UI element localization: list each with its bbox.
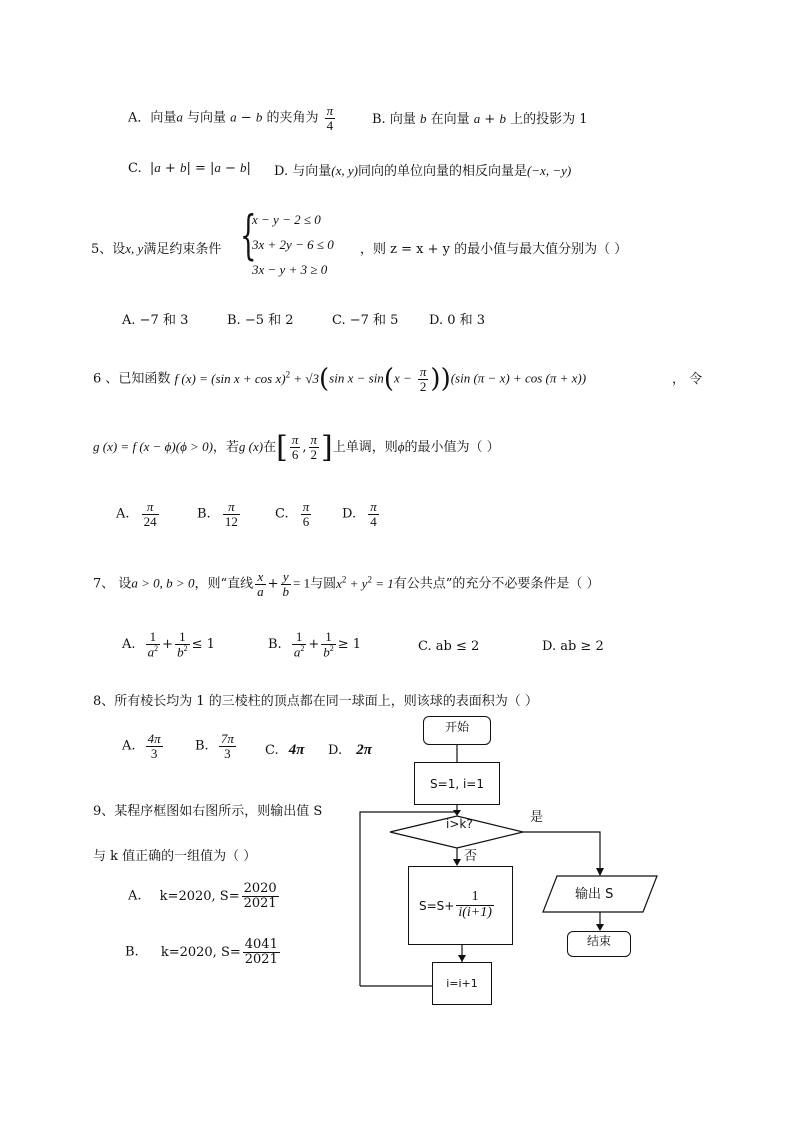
q8-option-b-frac: $\frac{7\pi}{3}$ — [220, 731, 234, 761]
one-over-b2: $\frac{1}{b^2}$ — [177, 629, 188, 659]
q6-line1-tail: ， 令 — [672, 372, 703, 387]
flowchart-start — [423, 716, 491, 745]
flowchart-end-label: 结束 — [586, 933, 611, 948]
q5-constraint-2: 3x + 2y − 6 ≤ 0 — [252, 237, 334, 252]
q6-line2-mid: ，若 — [212, 440, 239, 455]
q8-option-c-label: C. — [265, 743, 279, 758]
q7-option-d: D. ab ≥ 2 — [542, 639, 604, 654]
flowchart-condition: i>k? — [446, 817, 473, 831]
pi-over-2: $\frac{\pi}{2}$ — [419, 363, 427, 394]
q7-mid: ，则“直线 — [194, 576, 254, 592]
q6-option-a-label: A. — [116, 506, 130, 522]
one-over-a2-b: $\frac{1}{a^2}$ — [293, 629, 305, 659]
q6-line1: 6 、已知函数 f (x) = (sin x + cos x)$^2$ + √3(sin x − sin(x − $\frac{\pi}{2}$ ))(sin (π − x) + cos (π + x)) — [93, 363, 587, 394]
q8-option-a-frac: $\frac{4\pi}{3}$ — [147, 731, 161, 761]
q9-option-b-frac: $\frac{4041}{2021}$ — [244, 937, 278, 967]
flowchart-body-label: S=S+ — [419, 898, 455, 913]
q6-line2-in: 在 — [263, 440, 277, 455]
q6-option-d-label: D. — [342, 506, 357, 522]
flowchart-no-label: 否 — [464, 849, 478, 864]
q4-option-b: B. 向量 b 在向量 a + b 上的投影为 1 — [372, 111, 588, 127]
q7-option-b: B. $\frac{1}{a^2}$ + $\frac{1}{b^2}$ ≥ 1 — [268, 629, 362, 659]
q8-option-a-label: A. — [122, 738, 136, 754]
q6-option-c-label: C. — [275, 506, 289, 522]
q9-line1: 9、某程序框图如右图所示，则输出值 S — [93, 804, 323, 819]
x-over-a: $\frac{x}{a}$ — [257, 569, 264, 599]
flowchart-increment-label: i=i+1 — [446, 977, 478, 990]
one-over-b2-b: $\frac{1}{b^2}$ — [323, 629, 334, 659]
q9-option-a-frac: $\frac{2020}{2021}$ — [243, 881, 277, 911]
q9-option-b-k: k=2020, S= — [160, 944, 241, 960]
q5-constraint-3: 3x − y + 3 ≥ 0 — [252, 262, 328, 277]
q4-option-b-mid: 在向量 — [430, 112, 470, 127]
flowchart-output: 输出 S — [575, 887, 614, 902]
q6-line2: g (x) = f (x − ϕ)(ϕ > 0)，若g (x)在[ $\frac{\pi}{6}$ , $\frac{\pi}{2}$ ]上单调，则ϕ的最小值为（ ） — [93, 430, 500, 465]
y-over-b: $\frac{y}{b}$ — [282, 569, 290, 599]
flowchart-body-frac: $\frac{1}{i(i+1)}$ — [458, 889, 492, 920]
q4-option-a-label: A．向量 — [128, 110, 177, 126]
q7-stem: 7、 设a > 0, b > 0，则“直线 $\frac{x}{a}$ + $\frac{y}{b}$ = 1与圆$x^2 + y^2 = 1$有公共点”的充分不必要条件是（ ） — [93, 569, 600, 599]
q6-line2-tail: 上单调，则 — [332, 440, 398, 455]
q6-option-c-frac: $\frac{\pi}{6}$ — [302, 499, 310, 529]
q4-option-b-tail: 上的投影为 1 — [510, 112, 588, 127]
q9-option-a-k: k=2020, S= — [159, 888, 240, 904]
flowchart-end — [567, 931, 631, 957]
q4-option-c-label: C. — [128, 161, 142, 176]
q9-option-a-label: A. — [128, 888, 142, 904]
q5-brace: { — [240, 206, 257, 266]
q5-option-c: C. −7 和 5 — [332, 313, 399, 328]
q5-stem: 5、设x, y满足约束条件 — [91, 241, 222, 257]
q4-option-b-label: B. 向量 — [372, 112, 416, 127]
q7-prefix: 7、 设 — [93, 576, 132, 592]
q6-option-b-label: B. — [197, 506, 211, 522]
q6-option-a-frac: $\frac{\pi}{24}$ — [143, 499, 157, 529]
q6-option-b-frac: $\frac{\pi}{12}$ — [224, 499, 238, 529]
q7-mid2: 与圆 — [310, 576, 337, 592]
flowchart-init-label: S=1, i=1 — [430, 776, 484, 791]
q8-option-d-label: D. — [328, 743, 343, 758]
flowchart-body — [408, 866, 513, 945]
q5-option-a: A. −7 和 3 — [122, 313, 189, 328]
q4-option-a: A．向量a 与向量 a − b 的夹角为 $\frac{\pi}{4}$ — [128, 103, 334, 133]
q7-option-c: C. ab ≤ 2 — [418, 639, 480, 654]
flowchart-start-label: 开始 — [444, 720, 469, 734]
q8-option-d-value: 2π — [356, 742, 372, 758]
q7-tail: 有公共点”的充分不必要条件是（ ） — [393, 576, 600, 592]
q9-option-b-label: B. — [125, 944, 139, 960]
q4-option-d-label: D. 与向量 — [274, 164, 332, 179]
q7-option-a: A. $\frac{1}{a^2}$ + $\frac{1}{b^2}$ ≤ 1 — [122, 629, 215, 659]
q8-stem: 8、所有棱长均为 1 的三棱柱的顶点都在同一球面上，则该球的表面积为（ ） — [93, 694, 538, 709]
pi-over-2-b: $\frac{\pi}{2}$ — [310, 432, 318, 462]
q8-option-c-value: 4π — [288, 742, 305, 758]
q9-line2: 与 k 值正确的一组值为（ ） — [93, 849, 257, 864]
q4-option-d: D. 与向量(x, y)同向的单位向量的相反向量是(−x, −y) — [274, 163, 572, 179]
pi-over-4: $\frac{\pi}{4}$ — [326, 103, 334, 133]
q5-constraint-1: x − y − 2 ≤ 0 — [252, 212, 321, 227]
q4-option-d-tail: 同向的单位向量的相反向量是 — [357, 164, 527, 179]
one-over-a2: $\frac{1}{a^2}$ — [147, 629, 159, 659]
q7-option-b-label: B. — [268, 636, 282, 652]
q7-option-a-label: A. — [122, 636, 136, 652]
q5-mid: 满足约束条件 — [143, 242, 222, 257]
q6-prefix: 6 、已知函数 — [93, 371, 171, 387]
q5-option-d: D. 0 和 3 — [429, 313, 486, 328]
q6-option-d-frac: $\frac{\pi}{4}$ — [370, 499, 377, 529]
flowchart-yes-label: 是 — [530, 810, 544, 825]
q8-option-b-label: B. — [195, 738, 209, 754]
q5-option-b: B. −5 和 2 — [227, 313, 294, 328]
q5-prefix: 5、设 — [91, 242, 126, 257]
q4-option-a-tail: 的夹角为 — [266, 110, 319, 126]
q4-option-c: C. |a + b| = |a − b| — [128, 160, 251, 176]
flowchart-init — [414, 762, 500, 805]
q5-tail: ，则 z = x + y 的最小值与最大值分别为（ ） — [360, 242, 628, 257]
q6-line2-end: 的最小值为（ ） — [404, 440, 500, 455]
flowchart-increment — [432, 962, 492, 1005]
pi-over-6: $\frac{\pi}{6}$ — [291, 432, 299, 462]
